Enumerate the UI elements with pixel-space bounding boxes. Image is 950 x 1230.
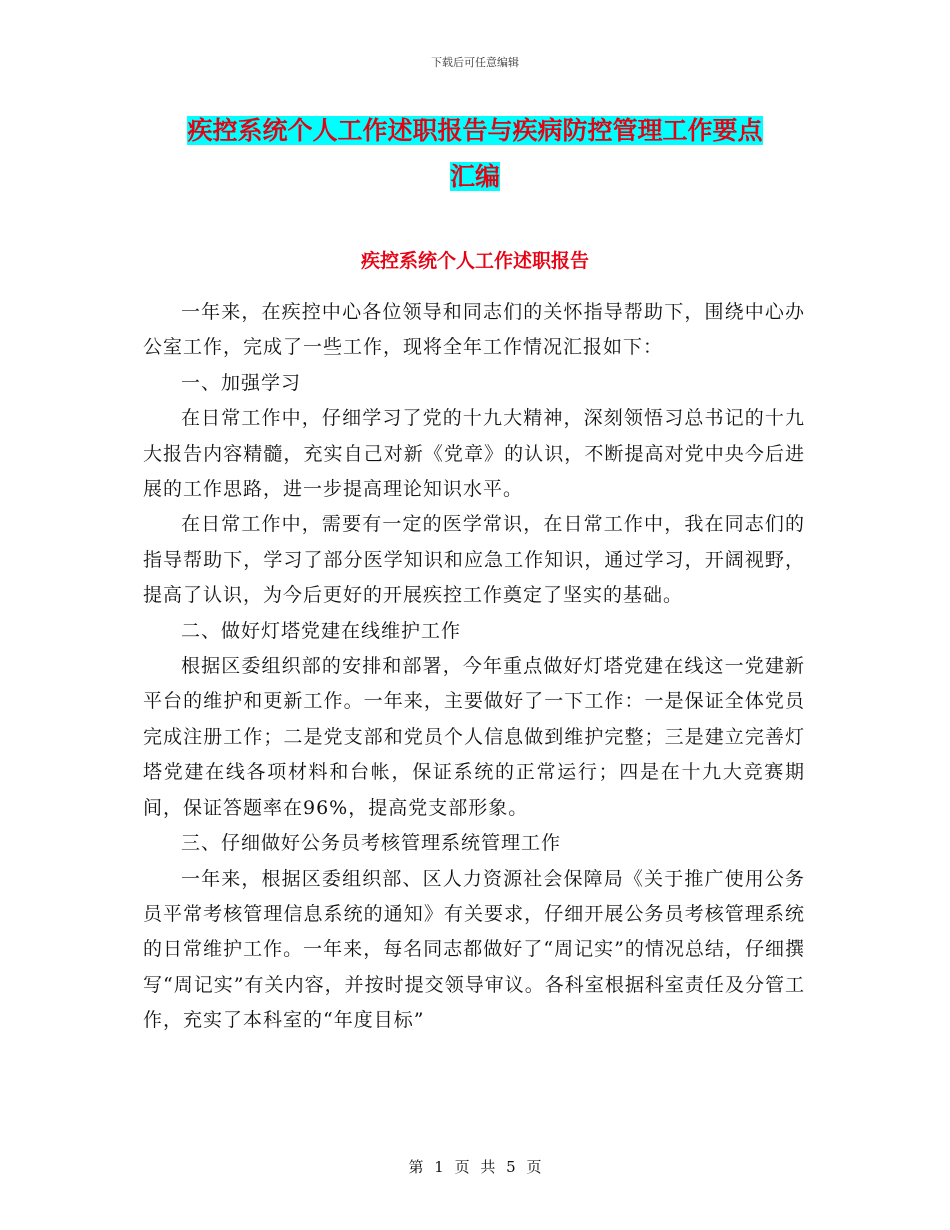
header-note: 下载后可任意编辑 (431, 56, 519, 69)
paragraph: 在日常工作中，需要有一定的医学常识，在日常工作中，我在同志们的指导帮助下，学习了部分医学知识和应急工作知识，通过学习，开阔视野，提高了认识，为今后更好的开展疾控工作奠定了坚实的基础。 (143, 513, 805, 607)
page-number: 第 1 页 共 5 页 (408, 1158, 542, 1176)
heading-2: 二、做好灯塔党建在线维护工作 (181, 619, 462, 642)
heading-1: 一、加强学习 (181, 371, 302, 394)
section-title: 疾控系统个人工作述职报告 (360, 250, 589, 272)
main-title-line-2: 汇编 (449, 162, 500, 191)
document-body (143, 295, 805, 1039)
paragraph-intro: 一年来，在疾控中心各位领导和同志们的关怀指导帮助下，围绕中心办公室工作，完成了一些工作，现将全年工作情况汇报如下： (143, 301, 805, 359)
main-title-line-1: 疾控系统个人工作述职报告与疾病防控管理工作要点 (187, 116, 763, 145)
main-title (140, 108, 810, 200)
paragraph: 在日常工作中，仔细学习了党的十九大精神，深刻领悟习总书记的十九大报告内容精髓，充实自己对新《党章》的认识，不断提高对党中央今后进展的工作思路，进一步提高理论知识水平。 (143, 407, 805, 501)
paragraph: 根据区委组织部的安排和部署，今年重点做好灯塔党建在线这一党建新平台的维护和更新工作。一年来，主要做好了一下工作：一是保证全体党员完成注册工作；二是党支部和党员个人信息做到维护完整；三是建立完善灯塔党建在线各项材料和台帐，保证系统的正常运行；四是在十九大竞赛期间，保证答题率在96%，提高党支部形象。 (143, 655, 805, 819)
paragraph: 一年来，根据区委组织部、区人力资源社会保障局《关于推广使用公务员平常考核管理信息系统的通知》有关要求，仔细开展公务员考核管理系统的日常维护工作。一年来，每名同志都做好了“周记实”的情况总结，仔细撰写“周记实”有关内容，并按时提交领导审议。各科室根据科室责任及分管工作，充实了本科室的“年度目标” (143, 867, 805, 1032)
heading-3: 三、仔细做好公务员考核管理系统管理工作 (181, 832, 562, 855)
